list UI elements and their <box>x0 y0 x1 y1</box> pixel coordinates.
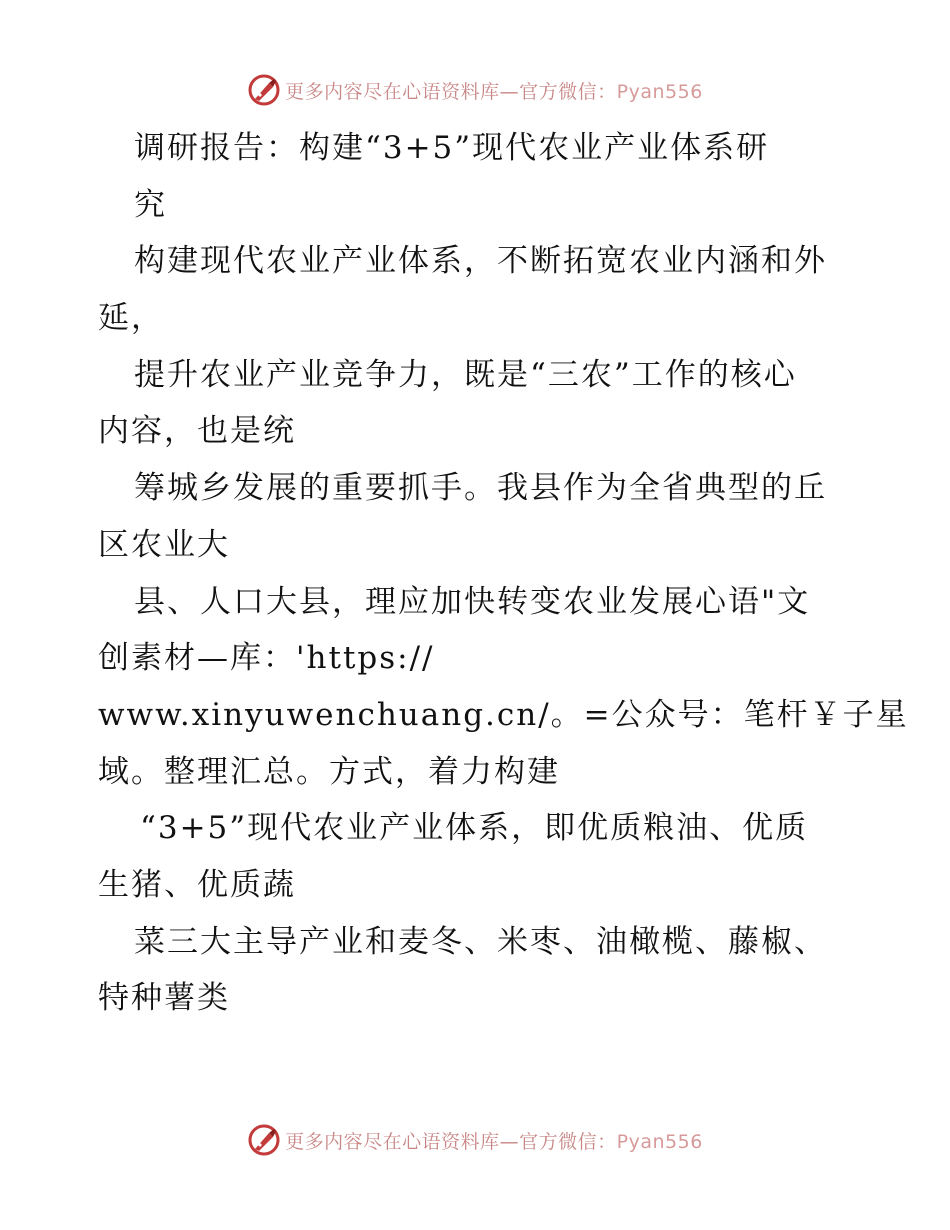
doc-title-line-2: 究 <box>134 186 167 223</box>
header-watermark <box>0 70 950 110</box>
doc-line: 县、人口大县，理应加快转变农业发展心语"文 <box>134 583 811 620</box>
doc-line: “3+5”现代农业产业体系，即优质粮油、优质 <box>140 810 809 847</box>
watermark-handle: Pyan556 <box>616 80 703 103</box>
doc-line: www.xinyuwenchuang.cn/。=公众号：笔杆￥子星 <box>98 696 909 733</box>
doc-line: 筹城乡发展的重要抓手。我县作为全省典型的丘 <box>134 470 827 507</box>
watermark-text: 更多内容尽在心语资料库—官方微信：Pyan556 <box>285 80 703 103</box>
doc-line: 构建现代农业产业体系，不断拓宽农业内涵和外 <box>134 243 827 280</box>
doc-line: 特种薯类 <box>98 980 230 1017</box>
footer-watermark <box>0 1120 950 1160</box>
document-body <box>98 120 909 1027</box>
doc-line: 区农业大 <box>98 526 230 563</box>
doc-line: 内容，也是统 <box>98 413 296 450</box>
doc-line: 生猪、优质蔬 <box>98 866 296 903</box>
doc-line: 菜三大主导产业和麦冬、米枣、油橄榄、藤椒、 <box>134 923 827 960</box>
pen-nib-seal-icon <box>247 73 281 107</box>
doc-line: 创素材—库：'https:// <box>98 640 435 677</box>
pen-nib-seal-icon <box>247 1123 281 1157</box>
watermark-text: 更多内容尽在心语资料库—官方微信：Pyan556 <box>285 1130 703 1153</box>
doc-title-line-1: 调研报告：构建“3+5”现代农业产业体系研 <box>134 130 770 166</box>
doc-line: 延， <box>98 300 164 337</box>
doc-line: 域。整理汇总。方式，着力构建 <box>98 753 560 790</box>
watermark-handle: Pyan556 <box>616 1130 703 1153</box>
doc-line: 提升农业产业竞争力，既是“三农”工作的核心 <box>134 356 797 393</box>
